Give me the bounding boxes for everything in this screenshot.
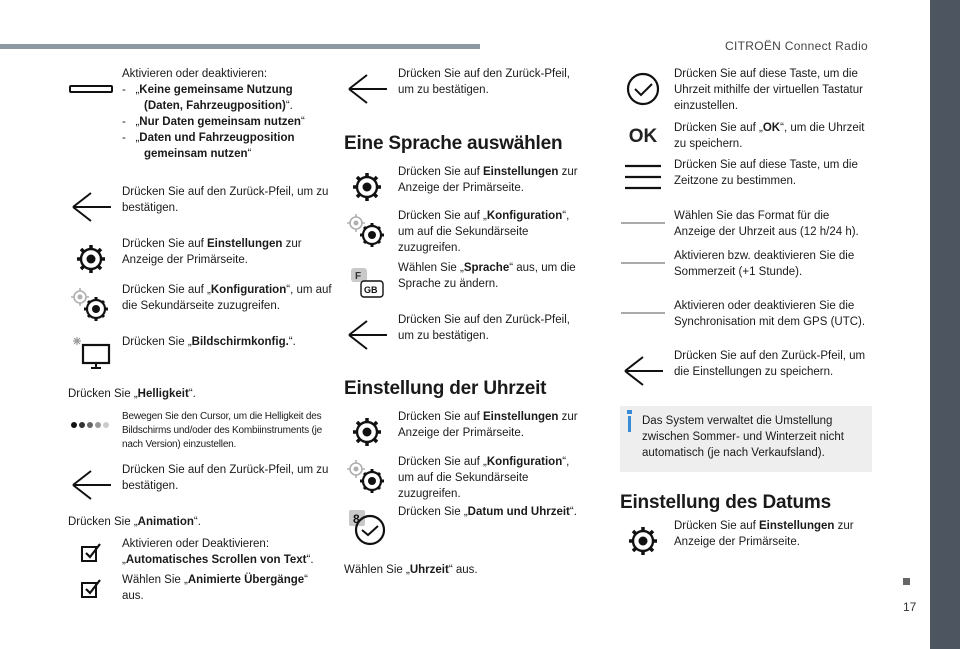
back-step-1: Drücken Sie auf den Zurück-Pfeil, um zu bestätigen. xyxy=(68,184,332,230)
config-step-1: Drücken Sie auf „Konfiguration“, um auf die Sekundärseite zuzugreifen. xyxy=(68,282,332,328)
heading-date: Einstellung des Datums xyxy=(620,492,831,513)
settings-step-time: Drücken Sie auf Einstellungen zur Anzeige der Primärseite. xyxy=(344,409,588,455)
screen-brightness-icon xyxy=(68,332,114,378)
settings-step-lang: Drücken Sie auf Einstellungen zur Anzeige der Primärseite. xyxy=(344,164,588,210)
uhrzeit-step: Wählen Sie „Uhrzeit“ aus. xyxy=(344,564,478,576)
scroll-step: Aktivieren oder Deaktivieren: „Automatisches Scrollen von Text“. xyxy=(68,536,332,570)
language-step: F GB Wählen Sie „Sprache“ aus, um die Sprache zu ändern. xyxy=(344,260,588,306)
back-arrow-icon xyxy=(344,66,390,112)
brightness-step: Drücken Sie „Helligkeit“. xyxy=(68,388,196,400)
end-mark xyxy=(903,578,910,585)
thin-line-icon xyxy=(620,248,666,278)
svg-text:GB: GB xyxy=(364,285,378,295)
checkbox-icon xyxy=(68,572,114,606)
transition-step: Wählen Sie „Animierte Übergänge“ aus. xyxy=(68,572,322,606)
page-number: 17 xyxy=(903,600,917,614)
timezone-step: Drücken Sie auf diese Taste, um die Zeitzone zu bestimmen. xyxy=(620,157,870,197)
settings-step-date: Drücken Sie auf Einstellungen zur Anzeige der Primärseite. xyxy=(620,518,870,564)
back-arrow-icon xyxy=(620,348,666,394)
side-band xyxy=(930,0,960,649)
back-arrow-icon xyxy=(68,462,114,508)
checkbox-icon xyxy=(68,536,114,570)
gear-icon xyxy=(344,409,390,455)
info-icon-bar xyxy=(628,416,631,432)
gear-icon xyxy=(68,236,114,282)
gear-icon xyxy=(620,518,666,564)
animation-step: Drücken Sie „Animation“. xyxy=(68,516,201,528)
back-step-lang: Drücken Sie auf den Zurück-Pfeil, um zu bestätigen. xyxy=(344,312,588,358)
back-step-save: Drücken Sie auf den Zurück-Pfeil, um die Einstellungen zu speichern. xyxy=(620,348,870,394)
clock-calendar-icon xyxy=(344,504,390,550)
summer-time-step: Aktivieren bzw. deaktivieren Sie die Sommerzeit (+1 Stunde). xyxy=(620,248,870,280)
settings-step-1: Drücken Sie auf Einstellungen zur Anzeige der Primärseite. xyxy=(68,236,332,282)
back-arrow-icon xyxy=(344,312,390,358)
language-flag-icon xyxy=(344,260,390,306)
thin-line-icon xyxy=(620,298,666,328)
check-circle-icon xyxy=(620,66,666,112)
svg-text:F: F xyxy=(355,271,362,282)
cursor-step: Bewegen Sie den Cursor, um die Helligkeit des Bildschirms und/oder des Kombiinstruments (je nach Version) einzustellen. xyxy=(68,410,332,452)
data-sharing-item: Aktivieren oder deaktivieren: - „Keine gemeinsame Nutzung (Daten, Fahrzeugposition)“. - „Nur Daten gemeinsam nutzen“ - „Daten und Fahrzeugposition gemeinsam nutzen“ xyxy=(68,66,327,162)
screen-config-step: Drücken Sie „Bildschirmkonfig.“. xyxy=(68,332,332,378)
svg-text:8: 8 xyxy=(353,512,360,526)
ok-icon: OK xyxy=(628,126,658,147)
page-header: CITROËN Connect Radio xyxy=(725,39,869,53)
config-step-lang: Drücken Sie auf „Konfiguration“, um auf die Sekundärseite zuzugreifen. xyxy=(344,208,588,256)
thin-line-icon xyxy=(620,208,666,238)
back-arrow-icon xyxy=(68,184,114,230)
config-step-time: Drücken Sie auf „Konfiguration“, um auf die Sekundärseite zuzugreifen. xyxy=(344,454,588,502)
brightness-dots-icon xyxy=(68,410,114,440)
dual-gear-icon xyxy=(68,282,114,328)
info-icon xyxy=(627,410,632,414)
date-time-step: 8 Drücken Sie „Datum und Uhrzeit“. xyxy=(344,504,588,550)
gear-icon xyxy=(344,164,390,210)
heading-time: Einstellung der Uhrzeit xyxy=(344,378,547,399)
back-step-lang-pre: Drücken Sie auf den Zurück-Pfeil, um zu bestätigen. xyxy=(344,66,588,112)
info-box: Das System verwaltet die Umstellung zwischen Sommer- und Winterzeit nicht automatisch (je nach Verkaufsland). xyxy=(620,406,872,472)
dual-gear-icon xyxy=(344,454,390,500)
dual-gear-icon xyxy=(344,208,390,254)
back-step-2: Drücken Sie auf den Zurück-Pfeil, um zu bestätigen. xyxy=(68,462,332,508)
keyboard-step: Drücken Sie auf diese Taste, um die Uhrzeit mithilfe der virtuellen Tastatur einzustellen. xyxy=(620,66,870,114)
ok-step: OK Drücken Sie auf „OK“, um die Uhrzeit zu speichern. xyxy=(620,120,870,154)
format-step: Wählen Sie das Format für die Anzeige der Uhrzeit aus (12 h/24 h). xyxy=(620,208,870,240)
toggle-bar-icon xyxy=(68,66,114,112)
top-rule xyxy=(0,44,480,49)
gps-sync-step: Aktivieren oder deaktivieren Sie die Synchronisation mit dem GPS (UTC). xyxy=(620,298,870,330)
heading-language: Eine Sprache auswählen xyxy=(344,133,563,154)
menu-lines-icon xyxy=(620,157,666,197)
